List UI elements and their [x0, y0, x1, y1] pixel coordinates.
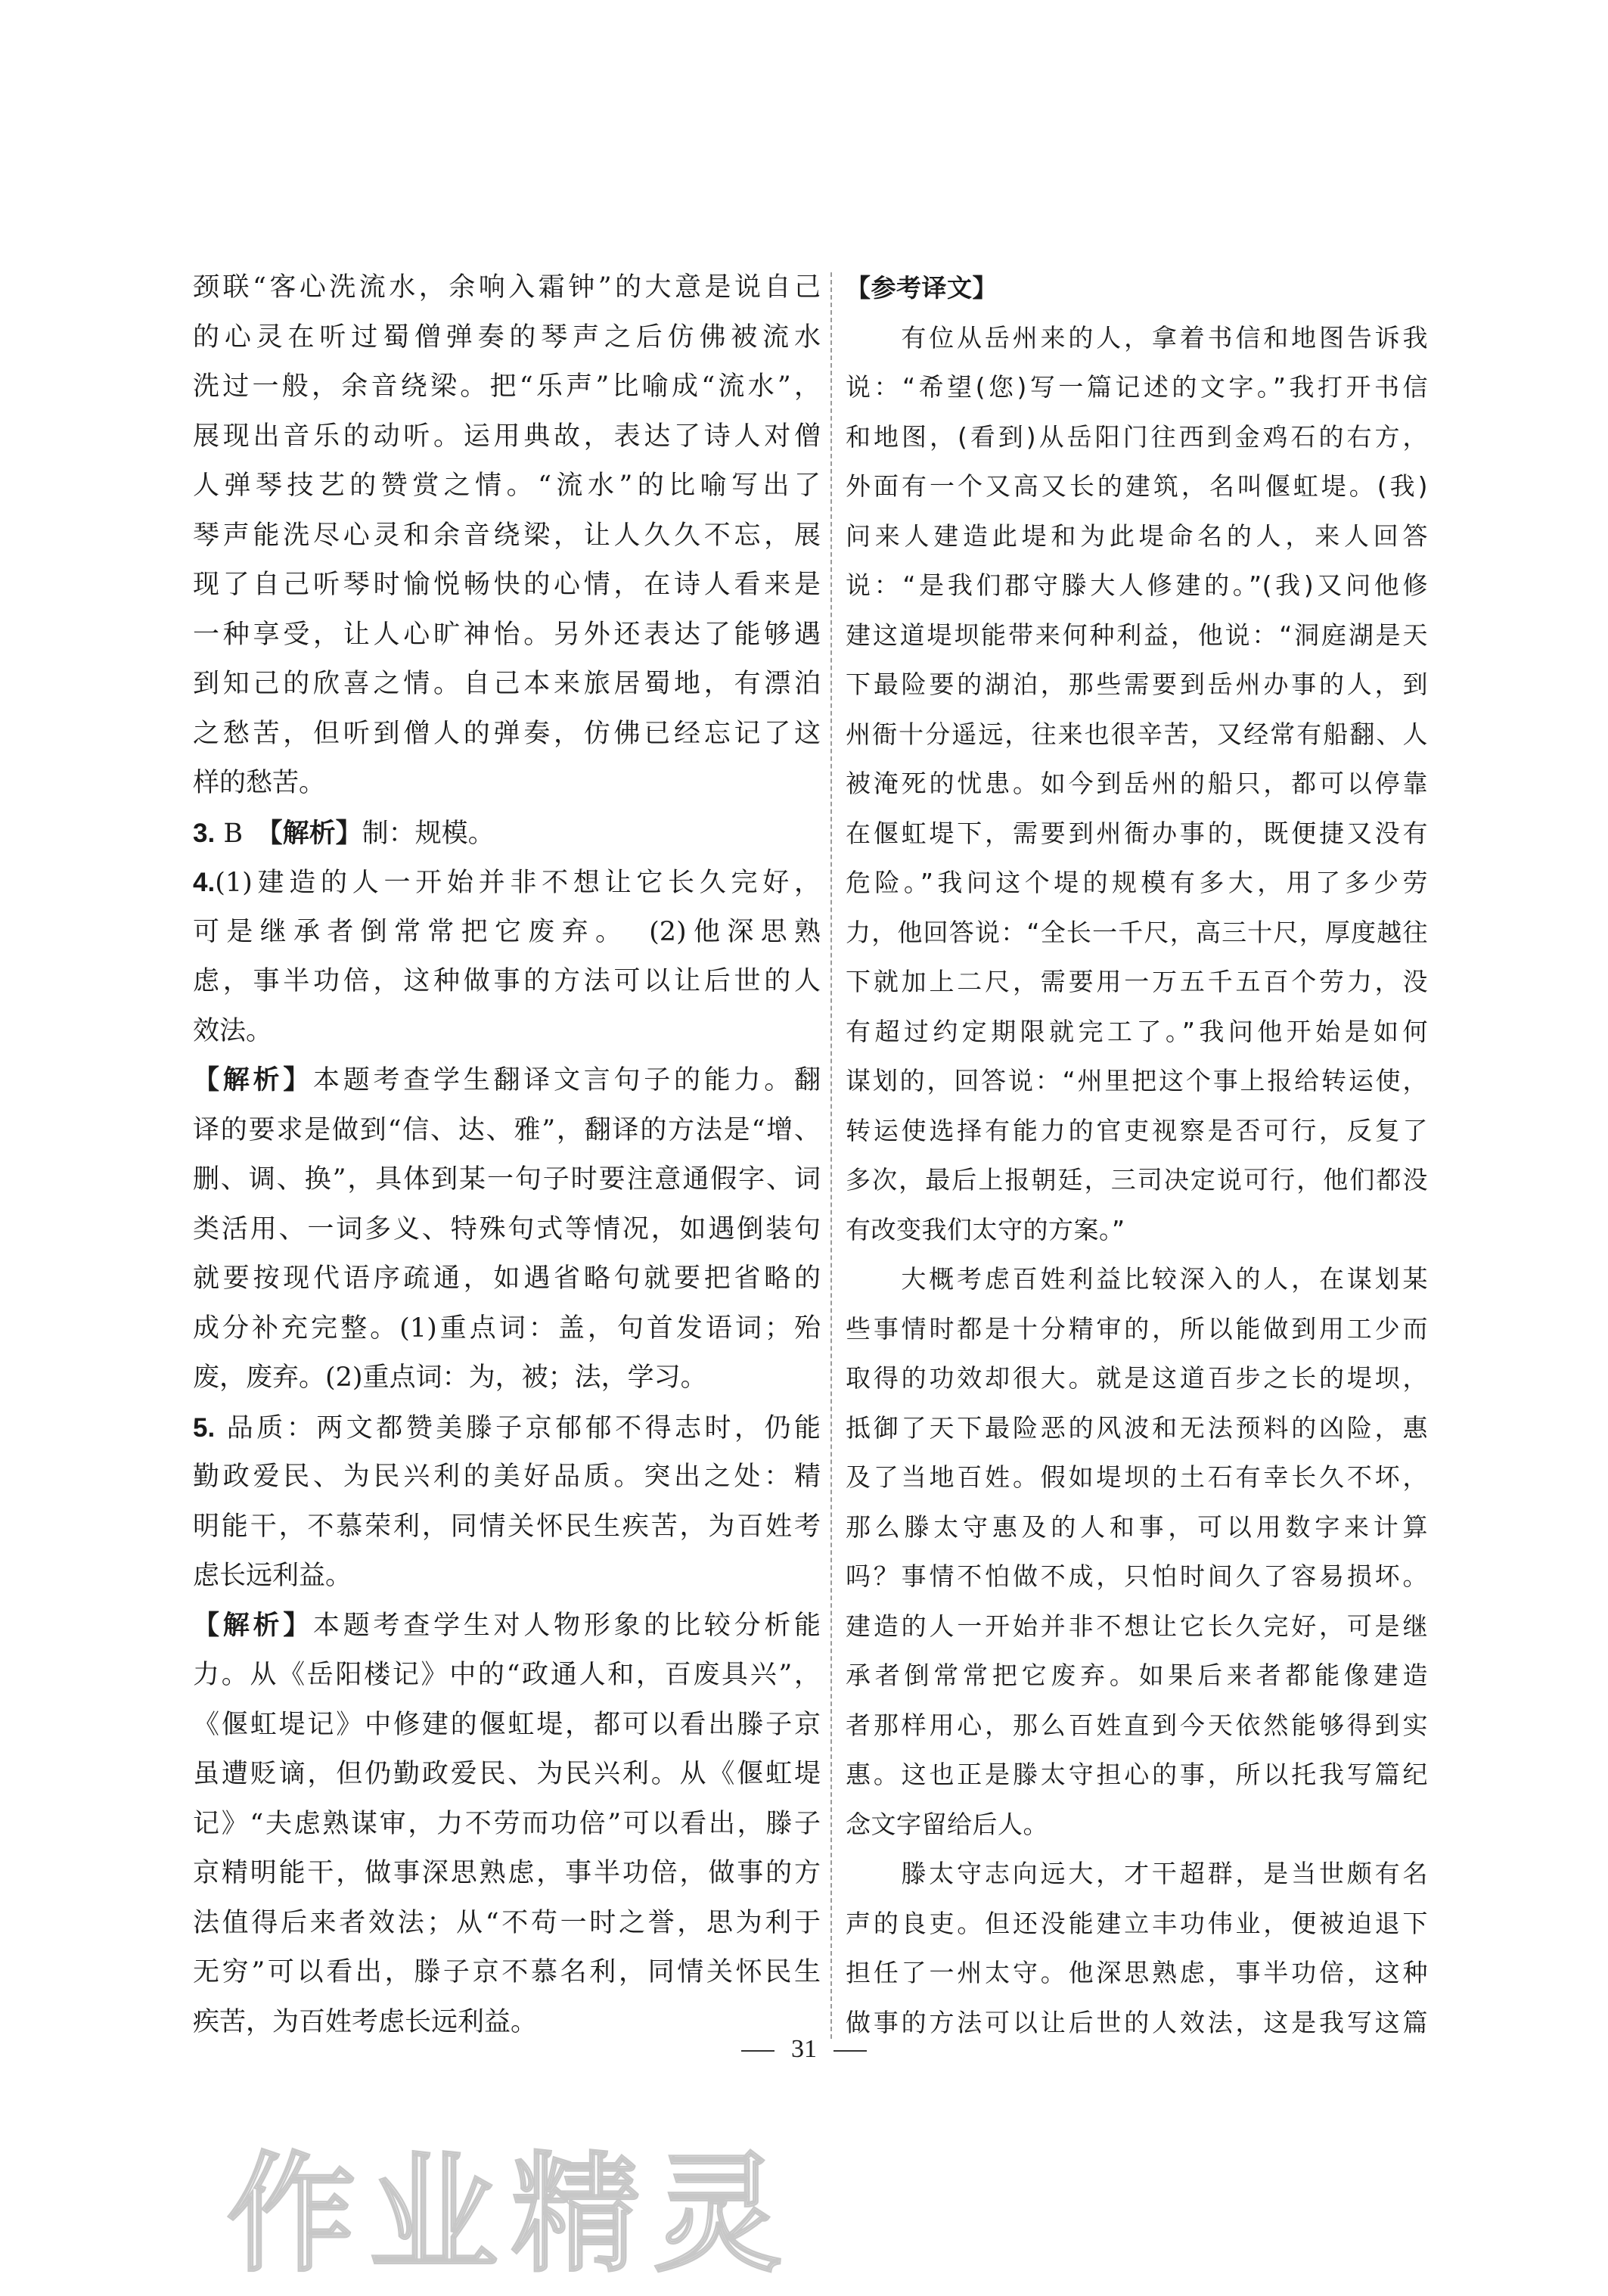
- text-line: 说：“希望(您)写一篇记述的文字。”我打开书信: [846, 372, 1428, 402]
- text-line: 抵御了天下最险恶的风波和无法预料的凶险，惠: [846, 1412, 1428, 1443]
- text-line: 转运使选择有能力的官吏视察是否可行，反复了: [846, 1115, 1428, 1145]
- paragraph-first-line: [846, 1849, 1428, 1899]
- watermark-logo: 作业精灵: [227, 2140, 796, 2290]
- text-line: 做事的方法可以让后世的人效法，这是我写这篇: [846, 2007, 1428, 2037]
- text-line: 无穷”可以看出，滕子京不慕名利，同情关怀民生: [193, 1957, 821, 1987]
- text-line: 琴声能洗尽心灵和余音绕梁，让人久久不忘，展: [193, 520, 821, 551]
- answer-choice: B: [215, 818, 270, 849]
- text-line: 声的良吏。但还没能建立丰功伟业，便被迫退下: [846, 1908, 1428, 1938]
- text-line: 洗过一般，余音绕梁。把“乐声”比喻成“流水”，: [193, 371, 821, 402]
- text-line: 惠。这也正是滕太守担心的事，所以托我写篇纪: [846, 1760, 1428, 1789]
- text-line: 样的愁苦。: [193, 768, 326, 798]
- text-line: 说：“是我们郡守滕大人修建的。”(我)又问他修: [846, 570, 1428, 600]
- text-line: 者那样用心，那么百姓直到今天依然能够得到实: [846, 1710, 1428, 1740]
- text-line: 之愁苦，但听到僧人的弹奏，仿佛已经忘记了这: [193, 718, 821, 749]
- text-line: 力。从《岳阳楼记》中的“政通人和，百废具兴”，: [193, 1660, 821, 1690]
- text-line: 取得的功效却很大。就是这道百步之长的堤坝，: [846, 1363, 1428, 1393]
- text-line: 明能干，不慕荣利，同情关怀民生疾苦，为百姓考: [193, 1511, 821, 1542]
- text-line: 多次，最后上报朝廷，三司决定说可行，他们都没: [846, 1165, 1428, 1195]
- text-line: 下最险要的湖泊，那些需要到岳州办事的人，到: [846, 670, 1428, 699]
- text-line: 及了当地百姓。假如堤坝的土石有幸长久不坏，: [846, 1462, 1428, 1492]
- text-line: 吗？事情不怕做不成，只怕时间久了容易损坏。: [846, 1561, 1428, 1591]
- text-line: 展现出音乐的动听。运用典故，表达了诗人对僧: [193, 421, 821, 452]
- text-line: 念文字留给后人。: [846, 1809, 1048, 1839]
- text-line: 勤政爱民、为民兴利的美好品质。突出之处：精: [193, 1462, 821, 1492]
- text-line: 成分补充完整。(1)重点词：盖，句首发语词；殆: [193, 1313, 821, 1344]
- text-line: 问来人建造此堤和为此堤命名的人，来人回答: [846, 520, 1428, 551]
- text-line: 和地图，(看到)从岳阳门往西到金鸡石的右方，: [846, 421, 1428, 452]
- analysis-label: 【解析】: [193, 1065, 313, 1095]
- text-line: 虑长远利益。: [193, 1561, 352, 1591]
- paragraph-first-line: [846, 313, 1428, 363]
- text-line: 谋划的，回答说：“州里把这个事上报给转运使，: [846, 1066, 1428, 1095]
- text-line: 担任了一州太守。他深思熟虑，事半功倍，这种: [846, 1958, 1428, 1987]
- text-line: 可是继承者倒常常把它废弃。 (2)他深思熟: [193, 916, 821, 947]
- paragraph-first-line: [846, 1254, 1428, 1304]
- question-5: [193, 1403, 821, 1453]
- text-line: 建造的人一开始并非不想让它长久完好，可是继: [846, 1611, 1428, 1641]
- text-line: 记》“夫虑熟谋审，力不劳而功倍”可以看出，滕子: [193, 1808, 821, 1839]
- page-number: [0, 2035, 1608, 2064]
- column-divider: [830, 272, 832, 2039]
- analysis-line: [193, 1056, 821, 1106]
- text-line: 虽遭贬谪，但仍勤政爱民、为民兴利。从《偃虹堤: [193, 1759, 821, 1789]
- text-line: 在偃虹堤下，需要到州衙办事的，既便捷又没有: [846, 818, 1428, 848]
- text-line: 大概考虑百姓利益比较深入的人，在谋划某: [899, 1264, 1428, 1294]
- text-line: 建这道堤坝能带来何种利益，他说：“洞庭湖是天: [846, 620, 1428, 650]
- text-line: 就要按现代语序疏通，如遇省略句就要把省略的: [193, 1263, 821, 1294]
- text-line: 力，他回答说：“全长一千尺，高三十尺，厚度越往: [846, 917, 1428, 947]
- analysis-label: 【解析】: [269, 818, 362, 849]
- text-line: 废，废弃。(2)重点词：为，被；法，学习。: [193, 1362, 707, 1393]
- answer-text: 品质：两文都赞美滕子京郁郁不得志时，仍能: [215, 1412, 821, 1443]
- text-line: 州衙十分遥远，往来也很辛苦，又经常有船翻、人: [846, 719, 1428, 749]
- left-column: [193, 263, 821, 2047]
- analysis-text: 本题考查学生翻译文言句子的能力。翻: [313, 1065, 821, 1095]
- text-line: 《偃虹堤记》中修建的偃虹堤，都可以看出滕子京: [193, 1709, 821, 1740]
- text-line: 滕太守志向远大，才干超群，是当世颇有名: [899, 1859, 1428, 1888]
- text-line: 现了自己听琴时愉悦畅快的心情，在诗人看来是: [193, 570, 821, 600]
- answer-text: (1)建造的人一开始并非不想让它长久完好，: [215, 868, 821, 898]
- text-line: 法值得后来者效法；从“不苟一时之誉，思为利于: [193, 1907, 821, 1938]
- text-line: 有超过约定期限就完工了。”我问他开始是如何: [846, 1016, 1428, 1046]
- text-line: 删、调、换”，具体到某一句子时要注意通假字、词: [193, 1164, 821, 1195]
- text-line: 颈联“客心洗流水，余响入霜钟”的大意是说自己: [193, 272, 821, 303]
- translation-heading: 【参考译文】: [846, 273, 998, 303]
- question-number: 5.: [193, 1412, 216, 1443]
- text-line: 承者倒常常把它废弃。如果后来者都能像建造: [846, 1661, 1428, 1690]
- text-line: 些事情时都是十分精审的，所以能做到用工少而: [846, 1313, 1428, 1344]
- text-line: 京精明能干，做事深思熟虑，事半功倍，做事的方: [193, 1858, 821, 1888]
- text-line: 译的要求是做到“信、达、雅”，翻译的方法是“增、: [193, 1114, 821, 1145]
- text-line: 虑，事半功倍，这种做事的方法可以让后世的人: [193, 966, 821, 996]
- analysis-label: 【解析】: [193, 1610, 313, 1641]
- analysis-text: 本题考查学生对人物形象的比较分析能: [313, 1610, 821, 1641]
- question-3: [193, 809, 821, 859]
- text-line: 人弹琴技艺的赞赏之情。“流水”的比喻写出了: [193, 471, 821, 501]
- right-column: [846, 263, 1428, 2047]
- text-line: 被淹死的忧患。如今到岳州的船只，都可以停靠: [846, 769, 1428, 798]
- text-line: 效法。: [193, 1015, 273, 1046]
- analysis-text: 制：规模。: [362, 818, 495, 849]
- text-line: 那么滕太守惠及的人和事，可以用数字来计算: [846, 1512, 1428, 1542]
- question-number: 4.: [193, 868, 216, 897]
- text-line: 疾苦，为百姓考虑长远利益。: [193, 2006, 538, 2037]
- question-4: [193, 858, 821, 908]
- question-number: 3.: [193, 818, 216, 848]
- text-line: 外面有一个又高又长的建筑，名叫偃虹堤。(我): [846, 471, 1428, 501]
- text-line: 有改变我们太守的方案。”: [846, 1214, 1125, 1244]
- text-line: 类活用、一词多义、特殊句式等情况，如遇倒装句: [193, 1213, 821, 1244]
- analysis-line: [193, 1602, 821, 1651]
- text-line: 的心灵在听过蜀僧弹奏的琴声之后仿佛被流水: [193, 322, 821, 353]
- page-number-text: 31: [791, 2035, 817, 2063]
- text-line: 到知己的欣喜之情。自己本来旅居蜀地，有漂泊: [193, 669, 821, 699]
- text-line: 下就加上二尺，需要用一万五千五百个劳力，没: [846, 967, 1428, 996]
- text-line: 有位从岳州来的人，拿着书信和地图告诉我: [899, 322, 1428, 353]
- text-line: 一种享受，让人心旷神怡。另外还表达了能够遇: [193, 619, 821, 650]
- text-line: 危险。”我问这个堤的规模有多大，用了多少劳: [846, 868, 1428, 897]
